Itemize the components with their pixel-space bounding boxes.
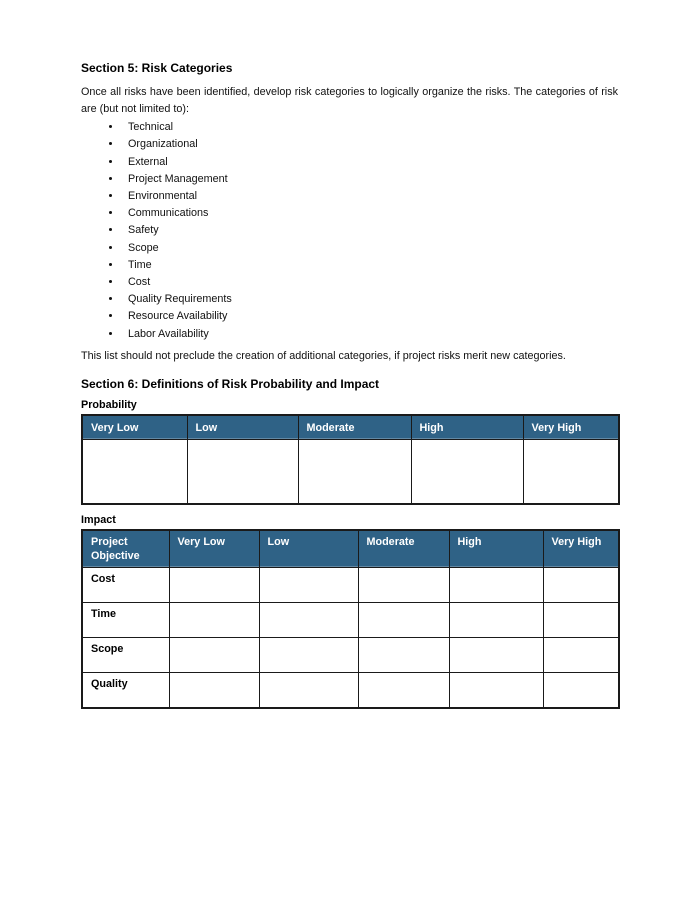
- probability-empty-cell: [187, 439, 298, 504]
- list-item: • Communications: [122, 205, 618, 222]
- list-item: • Resource Availability: [122, 308, 618, 325]
- impact-empty-cell: [543, 568, 619, 603]
- impact-row-scope: [82, 638, 619, 673]
- list-item: • Time: [122, 257, 618, 274]
- impact-label: Impact: [81, 514, 116, 527]
- list-item: • Project Management: [122, 171, 618, 188]
- impact-empty-cell: [358, 603, 449, 638]
- impact-empty-cell: [169, 603, 259, 638]
- risk-categories-list: [81, 119, 618, 343]
- impact-empty-cell: [169, 638, 259, 673]
- list-item: • Safety: [122, 222, 618, 239]
- section5-note-paragraph: This list should not preclude the creation of additional categories, if project risks merit new categories.: [81, 349, 566, 362]
- impact-empty-cell: [259, 638, 358, 673]
- impact-header-cell: Project Objective: [82, 530, 169, 568]
- impact-empty-cell: [449, 638, 543, 673]
- impact-row-label: Quality: [82, 673, 169, 708]
- impact-header-cell: Moderate: [358, 530, 449, 568]
- probability-header-cell: Low: [187, 415, 298, 439]
- impact-empty-cell: [259, 673, 358, 708]
- probability-empty-cell: [82, 439, 187, 504]
- impact-empty-cell: [449, 603, 543, 638]
- probability-header-row: [82, 415, 619, 439]
- probability-header-cell: High: [411, 415, 523, 439]
- impact-empty-cell: [543, 638, 619, 673]
- list-item: • Technical: [122, 119, 618, 136]
- impact-header-row: [82, 530, 619, 568]
- impact-empty-cell: [358, 638, 449, 673]
- probability-label: Probability: [81, 399, 137, 412]
- probability-header-cell: Very Low: [82, 415, 187, 439]
- impact-row-time: [82, 603, 619, 638]
- list-item: • Organizational: [122, 136, 618, 153]
- list-item: • Quality Requirements: [122, 291, 618, 308]
- probability-empty-cell: [411, 439, 523, 504]
- impact-empty-cell: [543, 673, 619, 708]
- impact-row-label: Cost: [82, 568, 169, 603]
- impact-row-cost: [82, 568, 619, 603]
- impact-empty-cell: [169, 673, 259, 708]
- impact-row-label: Time: [82, 603, 169, 638]
- section6-heading: Section 6: Definitions of Risk Probability and Impact: [81, 377, 380, 392]
- impact-empty-cell: [259, 603, 358, 638]
- impact-empty-cell: [449, 673, 543, 708]
- probability-body-row: [82, 439, 619, 504]
- probability-empty-cell: [298, 439, 411, 504]
- list-item: • Environmental: [122, 188, 618, 205]
- probability-header-cell: Very High: [523, 415, 619, 439]
- impact-empty-cell: [543, 603, 619, 638]
- impact-header-cell: Very High: [543, 530, 619, 568]
- impact-header-cell: Very Low: [169, 530, 259, 568]
- probability-header-cell: Moderate: [298, 415, 411, 439]
- list-item: • Labor Availability: [122, 326, 618, 343]
- impact-header-cell: High: [449, 530, 543, 568]
- impact-empty-cell: [169, 568, 259, 603]
- impact-header-cell: Low: [259, 530, 358, 568]
- impact-row-quality: [82, 673, 619, 708]
- list-item: • Cost: [122, 274, 618, 291]
- impact-empty-cell: [358, 673, 449, 708]
- probability-empty-cell: [523, 439, 619, 504]
- impact-empty-cell: [449, 568, 543, 603]
- section5-intro-paragraph: Once all risks have been identified, develop risk categories to logically organize the risks. The categories of risk are (but not limited to):: [81, 86, 618, 115]
- impact-row-label: Scope: [82, 638, 169, 673]
- impact-empty-cell: [358, 568, 449, 603]
- section5-heading: Section 5: Risk Categories: [81, 61, 233, 75]
- probability-table: [81, 414, 620, 505]
- list-item: • External: [122, 154, 618, 171]
- list-item: • Scope: [122, 240, 618, 257]
- impact-empty-cell: [259, 568, 358, 603]
- impact-table: [81, 529, 620, 709]
